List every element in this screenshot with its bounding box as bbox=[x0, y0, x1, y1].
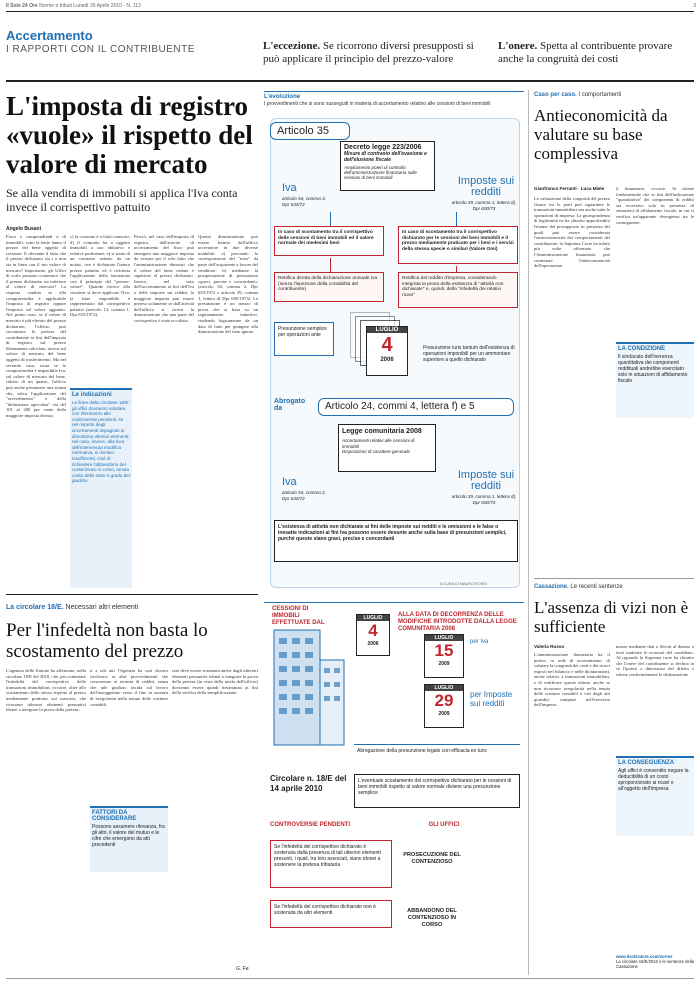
prosecuzione-label: PROSECUZIONE DEL CONTENZIOSO bbox=[403, 852, 461, 865]
controversie-label: CONTROVERSIE PENDENTI bbox=[270, 822, 351, 828]
calendar-july-2006-b bbox=[356, 614, 390, 656]
calendar-b2-month: LUGLIO bbox=[425, 635, 463, 641]
page-number: 3 bbox=[693, 3, 696, 9]
banner-left-label: L'eccezione. bbox=[263, 40, 321, 52]
data-decorrenza: ALLA DATA DI DECORRENZA DELLE MODIFICHE INTRODOTTE DALLA LEGGE COMUNITARIA 2008 bbox=[398, 612, 517, 632]
banner-right bbox=[498, 40, 694, 66]
sidebar-bottom-body3 bbox=[616, 840, 694, 950]
cessioni-title: CESSIONI DI IMMOBILI EFFETTUATE DAL bbox=[272, 606, 332, 627]
imposte-case-box bbox=[398, 226, 518, 264]
section-subtitle: I RAPPORTI CON IL CONTRIBUENTE bbox=[6, 44, 195, 55]
calendar-july29-2009 bbox=[424, 684, 464, 728]
sidebar-top-authors: Gianfranco Ferranti · Luca Miele bbox=[534, 186, 605, 191]
main-body-col3: Perciò, nel caso dell'imposta di registro, dall'attività di accertamento del fisco può emergere una maggiore imposta da versare per il solo fatto che l'amministrazione dimostri che il valore del bene ceduto è superiore al prezzo dichiarato. Invece, nel caso dell'accertamento ai fini dell'Iva o delle imposte sui redditi, la maggiore imposta può essere pretesa solamente se dall'attività dell'ufficio si ricava la dimostrazione che una parte del corrispettivo è stata occultata. bbox=[134, 234, 194, 323]
se1-text: Se l'infedeltà del corrispettivo dichiarato è sostenuta dalla presenza di tali ulteriori elementi presunti, i quali, tra loro associati, siano idonei a sostenere la pretesa tributaria bbox=[274, 844, 381, 868]
decree-title: Decreto legge 223/2006 bbox=[344, 144, 422, 151]
legge-desc: Accertamenti relativi alle cessioni di immobili bbox=[342, 438, 415, 449]
considerare-text: Possono assumere rilevanza, fra gli altri, il valore del mutuo e le cifre che emergono da atti precedenti bbox=[92, 824, 165, 848]
paper-date: Lunedì 26 Aprile 2010 · N. 113 bbox=[73, 3, 141, 9]
per-iva: per Iva bbox=[470, 639, 489, 645]
sidebar-bottom-body2: mosse mediante dati o illeciti al denaro a terzi inidoneo le evasioni del contributo. Al riguardo la Suprema corte ha chiarito che l'onere del contribuente si declina in sé l'ipotesi a dimostrare del difetto e ritiene conformemente la dichiarazione. bbox=[616, 644, 694, 677]
condizione-box bbox=[616, 342, 694, 418]
per-imposte: per Imposte sui redditi bbox=[470, 690, 513, 708]
calendar1-month: LUGLIO bbox=[367, 327, 407, 333]
indicazioni-text: Le linee della circolare 18/E: gli uffici dovranno valutare, con riferimento alle controversie pendenti, se nel rispetto degli accertamenti impugnati si dimostrino ulteriori elementi; nel caso, invece, alla luce dell'intervenuta modifica normativa, si rivelino insufficienti, cioè di richiedere l'abbandono del contenzioso in corso, tenuto conto dello stato e grado del giudizio. bbox=[72, 400, 130, 484]
main-body-col4: Questa dimostrazione può essere fornita dall'ufficio accertatore in due diverse modalità: a) provando la corresponsione del "nero" da parte dell'acquirente a favore del venditore; b) mediante la prospettazione di presunzioni «gravi, precise e concordanti» (articolo 54, comma 2, Dpr 633/1972 e articolo 39, comma 1, lettera d) Dpr 600/1973). La presunzione è un mezzo di prova che si basa su un ragionamento induttivo, risalendo logicamente da un dato di fatto per giungere alla dimostrazione del fatto ignoto. bbox=[198, 234, 258, 335]
se2-box bbox=[270, 900, 392, 928]
banner-right-label: L'onere. bbox=[498, 40, 538, 52]
calendar-b3-month: LUGLIO bbox=[425, 685, 463, 691]
calendar1-year: 2006 bbox=[380, 357, 394, 363]
banner-left-text: Se ricorrono diversi presupposti si può applicare il principio del prezzo-valore bbox=[263, 40, 474, 65]
main-body-col2: c) la cessione è a titolo oneroso; d) il contratto ha a oggetto immobili a uso abitativo e relative pertinenze; e) si tratta di un contratto redatto da un notaio, ove è dichiarato l'intero prezzo pattuito ed è richiesta l'applicazione della tassazione con il principio del "prezzo-valore". Quando invece alla cessione si deve applicare l'Iva, la base imponibile è rappresentata dal corrispettivo pattuito (articolo 13, comma 1, Dpr 633/1972). bbox=[70, 234, 130, 318]
iva2-label: Iva bbox=[282, 476, 297, 488]
iva-label: Iva bbox=[282, 182, 297, 194]
iva2-ref: articolo 54, comma 2, Dpr 633/72 bbox=[282, 490, 326, 501]
articolo-24-tab: Articolo 24, commi 4, lettera f) e 5 bbox=[318, 398, 514, 416]
sidebar-top-kicker-label: Caso per caso. bbox=[534, 92, 577, 98]
indicazioni-box bbox=[70, 388, 132, 588]
bottom-body-col1: L'agenzia delle Entrate ha affermato, nella circolare 18/E del 2010, che, per contestare l'infedeltà del corrispettivo delle transazioni immobiliari, occorre, oltre allo scostamento dello stesso rispetto al prezzo mediamente praticato sul mercato, che ricorrano ulteriori elementi presuntivi idonei a integrare la prova della pretesa. bbox=[6, 668, 86, 713]
abrogato-label: Abrogato da bbox=[274, 398, 306, 412]
imposte-result-text: Rettifica del reddito d'impresa, considerando integrata la prova della esistenza di "attività non dichiarate" e, quindi, della "infedeltà dei relativi ricavi" bbox=[402, 276, 504, 298]
iva-result-text: Rettifica diretta della dichiarazione annuale Iva (senza l'ispezione della contabilità del contribuente) bbox=[278, 276, 378, 293]
condizione-title: LA CONDIZIONE bbox=[618, 346, 666, 352]
main-headline: L'imposta di registro «vuole» il rispetto del valore di mercato bbox=[6, 91, 253, 179]
se2-text: Se l'infedeltà del corrispettivo dichiarato non è sostenuta da altri elementi bbox=[274, 904, 376, 916]
calendar-july-2006 bbox=[366, 326, 408, 376]
iva-case-text: In caso di scostamento tra il corrispettivo delle cessioni di beni immobili ed il valore normale dei medesimi beni bbox=[278, 230, 374, 247]
decree-note: Ampliamento poteri di controllo dell'amministrazione finanziaria sulle cessioni di beni immobili bbox=[344, 165, 417, 180]
sidebar-top-kicker-rest: I comportamenti bbox=[578, 92, 622, 98]
paper-section: Norme e tributi bbox=[39, 3, 72, 9]
decree-box bbox=[340, 141, 435, 191]
circolare-text: L'eventuale scostamento del corrispettivo dichiarato per le cessioni di beni immobili rispetto al valore normale diviene una presunzione semplice bbox=[358, 778, 512, 796]
imposte2-ref: articolo 39, comma 1, lettera d), Dpr 600/73 bbox=[451, 494, 517, 505]
iva-result-box bbox=[274, 272, 384, 302]
conseguenza-text: Agli uffici è consentito negare la deducibilità di un costo sproporzionato ai ricavi o all'oggetto dell'impresa bbox=[618, 768, 689, 792]
sidebar-top-body3 bbox=[616, 422, 694, 572]
circolare-box bbox=[354, 774, 520, 808]
se1-box bbox=[270, 840, 392, 888]
calendar-july15-2009 bbox=[424, 634, 464, 678]
bottom-signature: G. Fe. bbox=[236, 966, 250, 972]
footer-url[interactable]: www.ilsole24ore.com/norme bbox=[616, 954, 673, 959]
sidebar-bottom-body: L'amministrazione finanziaria ha il potere, in sede di accertamento, di valutare la congruità dei costi e dei ricavi esposti nel bilancio e nelle dichiarazioni, anche relativi a transazioni immobiliari, e di rettificare queste ultime, anche se non ricorrono irregolarità nella tenuta delle scritture contabili o vizi degli atti giuridici compiuti nell'esercizio dell'impresa. bbox=[534, 652, 610, 708]
article-35-tab: Articolo 35 bbox=[270, 122, 350, 140]
conseguenza-box bbox=[616, 756, 694, 836]
banner-left bbox=[263, 40, 488, 66]
considerare-box bbox=[90, 806, 168, 872]
main-subhead: Se alla vendita di immobili si applica l'Iva conta invece il corrispettivo pattuito bbox=[6, 186, 238, 214]
bottom-body-col2b bbox=[90, 876, 168, 974]
bottom-body-col3: rato deve essere sostenuta anche dagli ulteriori elementi presuntivi idonei a integrare la prova della pretesa (in vista della tutela dell'ufficio) dovranno essere quindi riesaminati ai fini della verifica della semplificazione. bbox=[172, 668, 258, 696]
paper-name: Il Sole 24 Ore bbox=[6, 3, 38, 9]
final-box bbox=[274, 520, 518, 562]
bottom-body-col2: ti a tali atti l'Agenzia ha così dovuto rivolversi ai altri provvedimenti che concernono ai termini di redditi, senza che tale giudizio incida sul lavoro dell'assoggettato verso il fine in assenza di irregolarità nella tenuta delle scritture contabili. bbox=[90, 668, 168, 707]
footer-text: La circolare 18/E/2010 e le sentenze della Cassazione bbox=[616, 959, 694, 969]
legge-note: Disposizioni di carattere generale bbox=[342, 449, 410, 455]
sidebar-footer bbox=[616, 954, 696, 969]
calendar-b2-year: 2009 bbox=[438, 661, 450, 667]
imposte2-label: Imposte sui redditi bbox=[457, 469, 515, 492]
sidebar-bottom-kicker-rest: Le recenti sentenze bbox=[570, 584, 623, 590]
sidebar-top-body2: il finanziarie, occorre. Si ritiene fondamentale che ai fini dell'indicazione "quantitativa" dei componenti di redditi sia eccessivo solo in presenza di situazioni di affidamento fiscale, in cui si verifica un'apparente divergenza tra le conseguenze. bbox=[616, 186, 694, 225]
condizione-text: Il sindacato dell'inerenza quantitativa dei componenti reddituali andrebbe esercitato solo in situazioni di affidamento fiscale bbox=[618, 354, 688, 384]
iva-case-box bbox=[274, 226, 384, 256]
imposte-label: Imposte sui redditi bbox=[457, 175, 515, 198]
bottom-kicker-rest: Necessari altri elementi bbox=[65, 604, 139, 611]
sidebar-top-kicker bbox=[534, 92, 621, 98]
abrogazione-box bbox=[354, 744, 520, 766]
main-author: Angelo Busani bbox=[6, 226, 42, 232]
imposte-ref: articolo 39, comma 1, lettera d), Dpr 600/73 bbox=[451, 200, 517, 211]
legge-title: Legge comunitaria 2008 bbox=[342, 428, 422, 435]
calendar-b1-month: LUGLIO bbox=[357, 615, 389, 621]
infographic-credit: A CURA DI MAURO ROSSI bbox=[440, 582, 487, 586]
final-box-text: L'esistenza di attività non dichiarate ai fini delle imposte sui redditi e le omissioni e le false o inesatte indicazioni ai fini Iva possono essere desunte anche sulla base di presunzioni semplici, purché queste siano gravi, precise e concordanti bbox=[278, 524, 507, 542]
sidebar-top-body: La valutazione della congruità del prezzo fissato fra le parti può riguardare le transazioni immobiliari ma anche tutte le operazioni di impresa. La giurisprudenza di legittimità ne ha chiarito approfondito l'esame del presupposto in presenza dei quali può essere considerata l'antieconomicità dei comportamenti del contribuente: la Suprema Corte ha infatti più volte affermato che l'Amministrazione finanziaria può contestare l'antieconomicità dell'operazione. bbox=[534, 196, 610, 269]
sidebar-bottom-kicker bbox=[534, 584, 623, 590]
imposte-case-text: In caso di scostamento tra il corrispettivo dichiarato per le cessioni dei beni immobili e il prezzo mediamente praticato per i beni e i servizi della stessa specie o similari (Valore Omi) bbox=[402, 230, 514, 252]
calendar-stack bbox=[350, 312, 410, 378]
abbandono-label: ABBANDONO DEL CONTENZIOSO IN CORSO bbox=[407, 908, 457, 928]
considerare-title: FATTORI DA CONSIDERARE bbox=[92, 810, 137, 822]
infographic-label: L'evoluzione bbox=[264, 94, 301, 100]
legge-box bbox=[338, 424, 436, 472]
section-kicker: Accertamento bbox=[6, 28, 93, 43]
main-body-col1: Fisco e comprenditadi a di immobili: sotto la lente fanno il prezzo del bene oggetto di cessione. E rilevante il fatto che il prezzo dichiarato sia i o non sia in linea con il suo valore di mercato? Importante, gli Uffici di scalo possono contestare che il prezzo dichiarato sia inferiore al valore di mercato? La risposta cambia se alla compravendita è applicabile l'imposta di registro oppure l'imposta sul valore aggiunto. Nel primo caso, se il valore di mercato è più elevato del prezzo dichiarato, l'ufficio può riscontrare la pretesa del contribuente ai fini dell'imposta di registro sul prezzo liberamente calcolata, invece sul valore di mercato del bene oggetto di trasferimento. Ma nel secondo caso, ossia se le compravendita è imponibile Iva, sul valore di mercato del bene, ridotto di un quarto, l'ufficio può anche presumere una stanza che, salva l'applicazione del "ravvedimento" e della "definizione agevolata" via del 101 al 200 per cento della maggiore imposta dovuta. bbox=[6, 234, 66, 418]
gli-uffici-label: GLI UFFICI bbox=[428, 822, 460, 828]
indicazioni-title: Le indicazioni bbox=[72, 392, 112, 398]
building-illustration bbox=[268, 610, 348, 750]
sidebar-bottom-author: Valeria Russo bbox=[534, 644, 565, 649]
bottom-kicker-label: La circolare 18/E. bbox=[6, 604, 64, 611]
circolare-title: Circolare n. 18/E del 14 aprile 2010 bbox=[270, 774, 347, 793]
masthead bbox=[6, 3, 696, 9]
calendar-b3-day: 29 bbox=[434, 691, 454, 710]
presunzione-semplice-text: Presunzione semplice per operazioni ante bbox=[278, 326, 327, 338]
conseguenza-title: LA CONSEGUENZA bbox=[618, 760, 675, 766]
abrogazione-text: Abrogazione della presunzione legale con efficacia ex tunc bbox=[357, 748, 487, 754]
imposte-result-box bbox=[398, 272, 518, 308]
calendar-b1-year: 2006 bbox=[367, 641, 379, 647]
sidebar-bottom-kicker-label: Cassazione. bbox=[534, 584, 569, 590]
calendar-b3-year: 2009 bbox=[438, 711, 450, 717]
infographic-caption: I provvedimenti che si sono susseguiti in materia di accertamento relativo alle cessioni di beni immobili bbox=[264, 101, 491, 107]
calendar1-day: 4 bbox=[381, 334, 393, 356]
presunzione-semplice-box bbox=[274, 322, 334, 356]
calendar-b1-day: 4 bbox=[368, 621, 378, 640]
bottom-kicker bbox=[6, 604, 138, 611]
decree-desc: Misure di contrasto dell'evasione e dell'elusione fiscale bbox=[344, 151, 427, 163]
calendar-b2-day: 15 bbox=[434, 641, 454, 660]
presunzione-legale-text: Presunzione iuris tantum dell'esistenza di operazioni imponibili per un ammontare superiore a quello dichiarato bbox=[423, 345, 515, 363]
sidebar-bottom-headline: L'assenza di vizi non è sufficiente bbox=[534, 598, 689, 636]
bottom-headline: Per l'infedeltà non basta lo scostamento del prezzo bbox=[6, 620, 208, 662]
presunzione-legale-box bbox=[420, 342, 518, 382]
sidebar-top-headline: Antieconomicità da valutare su base complessiva bbox=[534, 106, 668, 163]
iva-ref: articolo 54, comma 3, Dpr 633/72 bbox=[282, 196, 326, 207]
banner-right-text: Spetta al contribuente provare anche la congruità dei costi bbox=[498, 40, 673, 65]
